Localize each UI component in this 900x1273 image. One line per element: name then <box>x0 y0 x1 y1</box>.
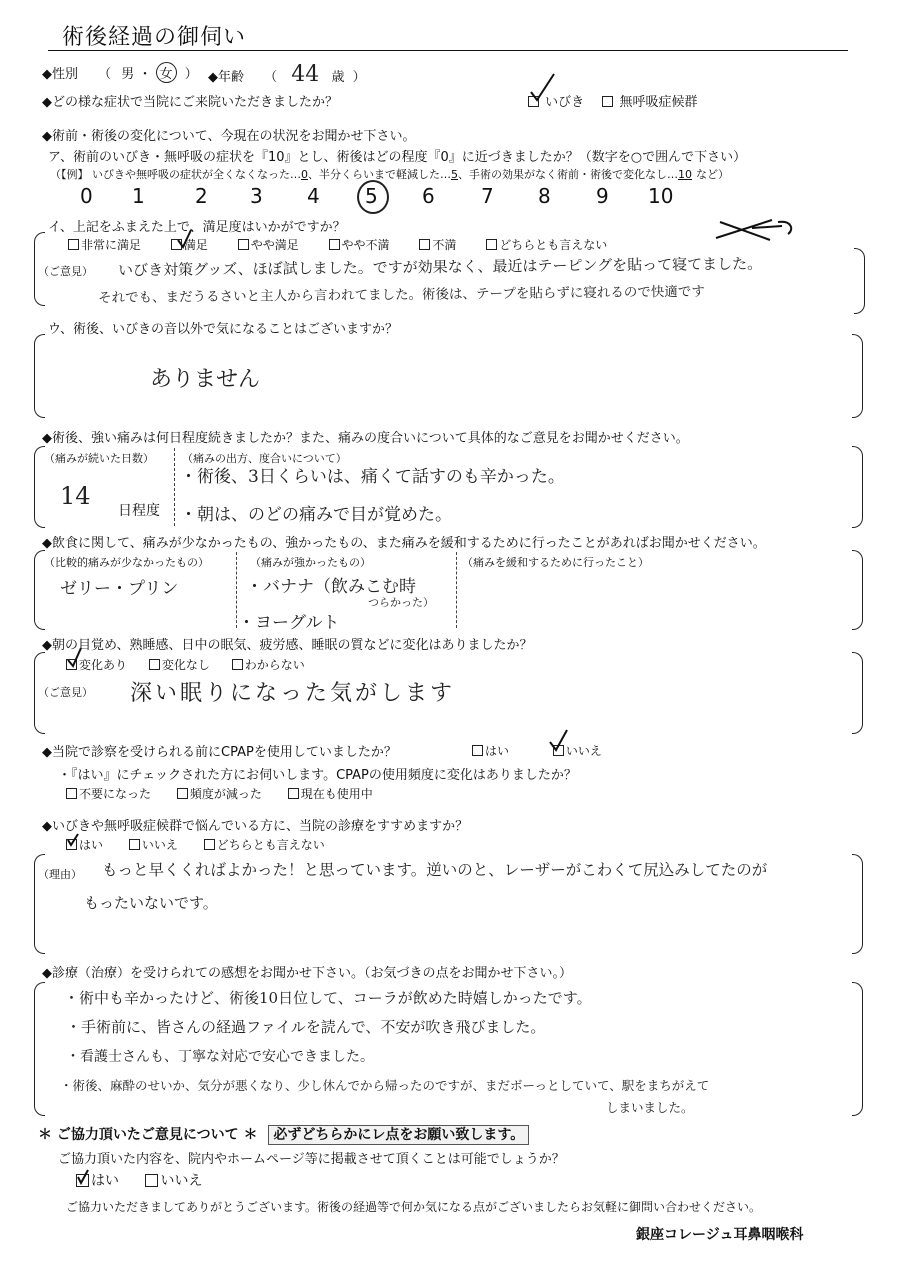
sex-row <box>42 62 198 83</box>
opt-dissatisfied: 不満 <box>432 238 457 252</box>
cpap-subquestion: ・『はい』にチェックされた方にお伺いします。CPAPの使用頻度に変化はありましたか？ <box>58 768 577 783</box>
sleep-bracket-right <box>852 652 863 734</box>
consent-yes-check-mark-icon <box>76 1168 90 1186</box>
scale-selected-circle <box>357 180 389 214</box>
food-question: ◆飲食に関して、痛みが少なかったもの、強かったもの、また痛みを緩和するために行ったことがあればお聞かせください。 <box>42 536 766 551</box>
satisfaction-comment-line2: それでも、まだうるさいと主人から言われてました。術後は、テープを貼らずに寝れるので快適です <box>97 283 705 307</box>
opt-neutral-checkbox[interactable] <box>486 239 497 250</box>
opt-somewhat-dissatisfied-checkbox[interactable] <box>329 239 340 250</box>
opt-somewhat-satisfied: やや満足 <box>250 238 299 252</box>
scale-5[interactable]: 5 <box>365 184 378 208</box>
other-concerns-comment: ありません <box>150 367 261 392</box>
impression-bracket-left <box>34 982 45 1116</box>
consent-heading <box>38 1124 529 1144</box>
example-value-0: 0 <box>301 168 308 181</box>
consent-options <box>76 1170 202 1190</box>
opt-somewhat-satisfied-checkbox[interactable] <box>238 239 249 250</box>
pain-days-value[interactable]: 14 <box>60 482 91 510</box>
pain-detail-label: （痛みの出方、度合いについて） <box>182 452 347 465</box>
example-value-10: 10 <box>678 168 692 181</box>
recommend-question: ◆いびきや無呼吸症候群で悩んでいる方に、当院の診療をすすめますか？ <box>42 819 469 834</box>
scale-0[interactable]: 0 <box>80 184 93 208</box>
cpap-still-using-checkbox[interactable] <box>288 788 299 799</box>
sex-close: ） <box>184 67 198 82</box>
satisfied-check-mark-icon <box>176 228 194 250</box>
recommend-reason-line2: もったいないです。 <box>84 894 218 912</box>
food-relief-label: （痛みを緩和するために行ったこと） <box>462 556 649 569</box>
cpap-no-label: いいえ <box>565 744 602 758</box>
opt-somewhat-dissatisfied: やや不満 <box>341 238 390 252</box>
consent-heading-a: ＊ ご協力頂いたご意見について ＊ <box>38 1127 258 1143</box>
impression-bracket-right <box>852 982 863 1116</box>
pain-bracket-right <box>852 446 863 528</box>
opt-dissatisfied-checkbox[interactable] <box>419 239 430 250</box>
cpap-yes-label: はい <box>485 744 510 758</box>
page-title: 術後経過の御伺い <box>62 25 247 50</box>
food-more-pain-line1: ・バナナ（飲みこむ時 <box>246 577 416 597</box>
scale-1[interactable]: 1 <box>132 184 145 208</box>
sleep-comment: 深い眠りになった気がします <box>130 681 456 706</box>
sleep-changed-check-mark-icon <box>66 646 84 670</box>
consent-heading-b: 必ずどちらかにレ点をお願い致します。 <box>268 1125 529 1145</box>
sex-male[interactable]: 男 <box>121 67 135 82</box>
cpap-reduced-checkbox[interactable] <box>177 788 188 799</box>
footer-thanks: ご協力いただきましてありがとうございます。術後の経過等で何か気になる点がございましたらお気軽に御問い合わせください。 <box>66 1200 762 1214</box>
recommend-reason-label: （理由） <box>38 868 82 881</box>
scale-9[interactable]: 9 <box>596 184 609 208</box>
scale-2[interactable]: 2 <box>195 184 208 208</box>
food-divider-1 <box>236 552 237 628</box>
scale-6[interactable]: 6 <box>422 184 435 208</box>
age-row <box>208 62 366 87</box>
sex-dot: ・ <box>138 67 152 82</box>
apnea-label: 無呼吸症候群 <box>619 95 698 110</box>
recommend-neutral-checkbox[interactable] <box>204 839 215 850</box>
recommend-no-label: いいえ <box>141 838 178 852</box>
consent-no-label: いいえ <box>160 1173 203 1189</box>
pain-days-label: （痛みが続いた日数） <box>44 452 154 465</box>
satisfaction-bracket-right <box>854 248 865 314</box>
recommend-yes-label: はい <box>79 838 104 852</box>
example-part-a: （【例】 いびきや無呼吸の症状が全くなくなった… <box>50 168 301 181</box>
example-part-c: 、手術の効果がなく術前・術後で変化なし… <box>458 168 678 181</box>
recommend-bracket-right <box>852 854 863 954</box>
cpap-unneeded-label: 不要になった <box>79 787 152 801</box>
change-header: ◆術前・術後の変化について、今現在の状況をお聞かせ下さい。 <box>42 129 416 144</box>
pain-detail-line1: ・術後、3日くらいは、痛くて話すのも辛かった。 <box>180 467 565 487</box>
example-part-b: 、半分くらいまで軽減した… <box>308 168 451 181</box>
food-more-pain-line3: ・ヨーグルト <box>238 613 340 633</box>
cpap-no-check-mark-icon <box>548 728 570 754</box>
sex-label: ◆性別 <box>42 67 78 82</box>
opt-very-satisfied-checkbox[interactable] <box>68 239 79 250</box>
snoring-check-mark-icon <box>528 72 558 104</box>
impression-line5: しまいました。 <box>606 1100 694 1115</box>
recommend-reason-line1: もっと早くくればよかった！と思っています。逆いのと、レーザーがこわくて尻込みしてたのが <box>102 861 768 879</box>
consent-question: ご協力頂いた内容を、院内やホームページ等に掲載させて頂くことは可能でしょうか？ <box>58 1152 565 1167</box>
age-unit: 歳 <box>331 70 345 85</box>
impression-question: ◆診療（治療）を受けられての感想をお聞かせ下さい。（お気づきの点をお聞かせ下さい。） <box>42 966 572 981</box>
scale-4[interactable]: 4 <box>307 184 320 208</box>
cpap-sub-options <box>66 785 373 802</box>
scale-10[interactable]: 10 <box>648 184 674 208</box>
scribble-icon <box>712 214 802 244</box>
symptom-question: ◆どの様な症状で当院にご来院いただきましたか？ <box>42 95 338 110</box>
other-bracket-left <box>34 334 45 418</box>
recommend-neutral-label: どちらとも言えない <box>216 838 325 852</box>
food-more-pain-label: （痛みが強かったもの） <box>250 556 371 569</box>
food-divider-2 <box>456 552 457 628</box>
example-value-5: 5 <box>451 168 458 181</box>
satisfaction-options <box>68 236 607 253</box>
clinic-name: 銀座コレージュ耳鼻咽喉科 <box>636 1227 804 1243</box>
cpap-reduced-label: 頻度が減った <box>189 787 262 801</box>
food-less-pain-label: （比較的痛みが少なかったもの） <box>44 556 209 569</box>
cpap-still-using-label: 現在も使用中 <box>300 787 373 801</box>
impression-line1: ・術中も辛かったけど、術後10日位して、コーラが飲めた時嬉しかったです。 <box>64 989 592 1007</box>
sleep-unknown-checkbox[interactable] <box>232 659 243 670</box>
age-label: ◆年齢 <box>208 70 244 85</box>
pain-detail-line2: ・朝は、のどの痛みで目が覚めた。 <box>180 505 452 525</box>
opt-very-satisfied: 非常に満足 <box>81 238 142 252</box>
cpap-unneeded-checkbox[interactable] <box>66 788 77 799</box>
opt-neutral: どちらとも言えない <box>499 238 608 252</box>
change-question-a: ア、術前のいびき・無呼吸の症状を『10』とし、術後はどの程度『0』に近づきましたか？（数字を○で囲んで下さい） <box>48 150 747 165</box>
example-part-d: など） <box>696 168 729 181</box>
food-more-pain-line2: つらかった） <box>368 596 434 609</box>
recommend-options <box>66 836 325 853</box>
pain-divider <box>174 448 175 526</box>
age-close: ） <box>352 70 366 85</box>
food-bracket-right <box>852 550 863 630</box>
cpap-yes-checkbox[interactable] <box>472 745 483 756</box>
age-open: （ <box>264 70 278 85</box>
scale-8[interactable]: 8 <box>538 184 551 208</box>
other-bracket-right <box>852 334 863 418</box>
impression-line4: ・術後、麻酔のせいか、気分が悪くなり、少し休んでから帰ったのですが、まだボーっとしていて、駅をまちがえて <box>60 1078 710 1093</box>
cpap-question: ◆当院で診察を受けられる前にCPAPを使用していましたか？ <box>42 745 397 760</box>
consent-no-checkbox[interactable] <box>145 1174 158 1187</box>
scale-7[interactable]: 7 <box>481 184 494 208</box>
sex-female[interactable]: 女 <box>156 62 177 83</box>
sleep-opinion-label: （ご意見） <box>38 686 93 699</box>
change-example <box>50 166 729 182</box>
sleep-changed-label: 変化あり <box>79 658 128 672</box>
satisfaction-question: イ、上記をふまえた上で、満足度はいかがですか？ <box>48 220 346 235</box>
snoring-label: いびき <box>545 95 585 110</box>
other-concerns-question: ウ、術後、いびきの音以外で気になることはございますか？ <box>48 322 398 337</box>
title-underline <box>48 50 848 51</box>
age-value[interactable]: 44 <box>291 62 320 87</box>
impression-line3: ・看護士さんも、丁寧な対応で安心できました。 <box>66 1049 374 1065</box>
recommend-yes-check-mark-icon <box>66 832 80 848</box>
sleep-unchanged-label: 変化なし <box>161 658 210 672</box>
food-less-pain-comment: ゼリー・プリン <box>60 579 179 599</box>
satisfaction-comment-line1: いびき対策グッズ、ほぼ試しました。ですが効果なく、最近はテーピングを貼って寝てました。 <box>117 254 763 280</box>
consent-yes-label: はい <box>91 1173 119 1189</box>
impression-line2: ・手術前に、皆さんの経過ファイルを読んで、不安が吹き飛びました。 <box>66 1018 546 1036</box>
recommend-no-checkbox[interactable] <box>129 839 140 850</box>
cpap-options <box>472 742 602 759</box>
sleep-unknown-label: わからない <box>244 658 305 672</box>
sex-open: （ <box>98 67 112 82</box>
pain-question: ◆術後、強い痛みは何日程度続きましたか？また、痛みの度合いについて具体的なご意見をお聞かせください。 <box>42 431 689 446</box>
scale-3[interactable]: 3 <box>250 184 263 208</box>
pain-days-unit: 日程度 <box>118 503 160 519</box>
opt-satisfied: 満足 <box>183 238 208 252</box>
sleep-question: ◆朝の目覚め、熟睡感、日中の眠気、疲労感、睡眠の質などに変化はありましたか？ <box>42 638 533 653</box>
sleep-options <box>66 656 305 673</box>
sleep-unchanged-checkbox[interactable] <box>149 659 160 670</box>
satisfaction-opinion-label: （ご意見） <box>38 265 93 278</box>
apnea-checkbox[interactable] <box>602 96 613 107</box>
